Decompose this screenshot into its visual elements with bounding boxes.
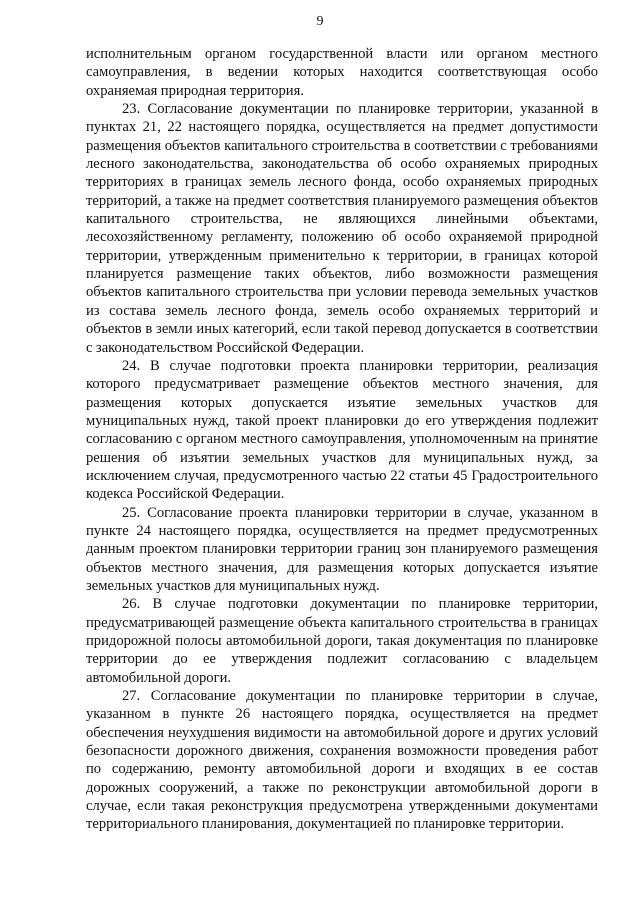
document-body <box>86 45 598 834</box>
paragraph-item-25: 25. Согласование проекта планировки территории в случае, указанном в пункте 24 настоящего порядка, осуществляется на предмет предусмотренных данным проектом планировки территории границ зон планируемого размещения объектов местного значения, для размещения которых допускается изъятие земельных участков для муниципальных нужд. <box>86 504 598 594</box>
paragraph-item-26: 26. В случае подготовки документации по планировке территории, предусматривающей размещение объекта капитального строительства в границах придорожной полосы автомобильной дороги, такая документация по планировке территории до ее утверждения подлежит согласованию с владельцем автомобильной дороги. <box>86 596 598 686</box>
paragraph-item-23: 23. Согласование документации по планировке территории, указанной в пунктах 21, 22 настоящего порядка, осуществляется на предмет допустимости размещения объектов капитального строительства в соответствии с требованиями лесного законодательства, законодательства об особо охраняемых природных территориях в границах земель лесного фонда, особо охраняемых природных территорий, а также на предмет соответствия планируемого размещения объектов капитального строительства, не являющихся линейными объектами, лесохозяйственному регламенту, положению об особо охраняемой природной территории, утвержденным применительно к территории, в границах которой планируется размещение таких объектов, либо возможности размещения объектов капитального строительства при условии перевода земельных участков из состава земель лесного фонда, земель особо охраняемых территорий и объектов в земли иных категорий, если такой перевод допускается в соответствии с законодательством Российской Федерации. <box>86 101 598 356</box>
page-number: 9 <box>316 14 324 29</box>
paragraph-item-27: 27. Согласование документации по планировке территории в случае, указанном в пункте 26 настоящего порядка, осуществляется на предмет обеспечения неухудшения видимости на автомобильной дороге и других условий безопасности дорожного движения, сохранения возможности проведения работ по содержанию, ремонту автомобильной дороги и входящих в ее состав дорожных сооружений, а также по реконструкции автомобильной дороги в случае, если такая реконструкция предусмотрена утвержденными документами территориального планирования, документацией по планировке территории. <box>86 688 598 833</box>
paragraph-continuation: исполнительным органом государственной власти или органом местного самоуправления, в ведении которых находится соответствующая особо охраняемая природная территория. <box>86 46 598 99</box>
paragraph-item-24: 24. В случае подготовки проекта планировки территории, реализация которого предусматривает размещение объектов местного значения, для размещения которых допускается изъятие земельных участков для муниципальных нужд, такой проект планировки до его утверждения подлежит согласованию с органом местного самоуправления, уполномоченным на принятие решения об изъятии земельных участков для муниципальных нужд, за исключением случая, предусмотренного частью 22 статьи 45 Градостроительного кодекса Российской Федерации. <box>86 357 598 503</box>
